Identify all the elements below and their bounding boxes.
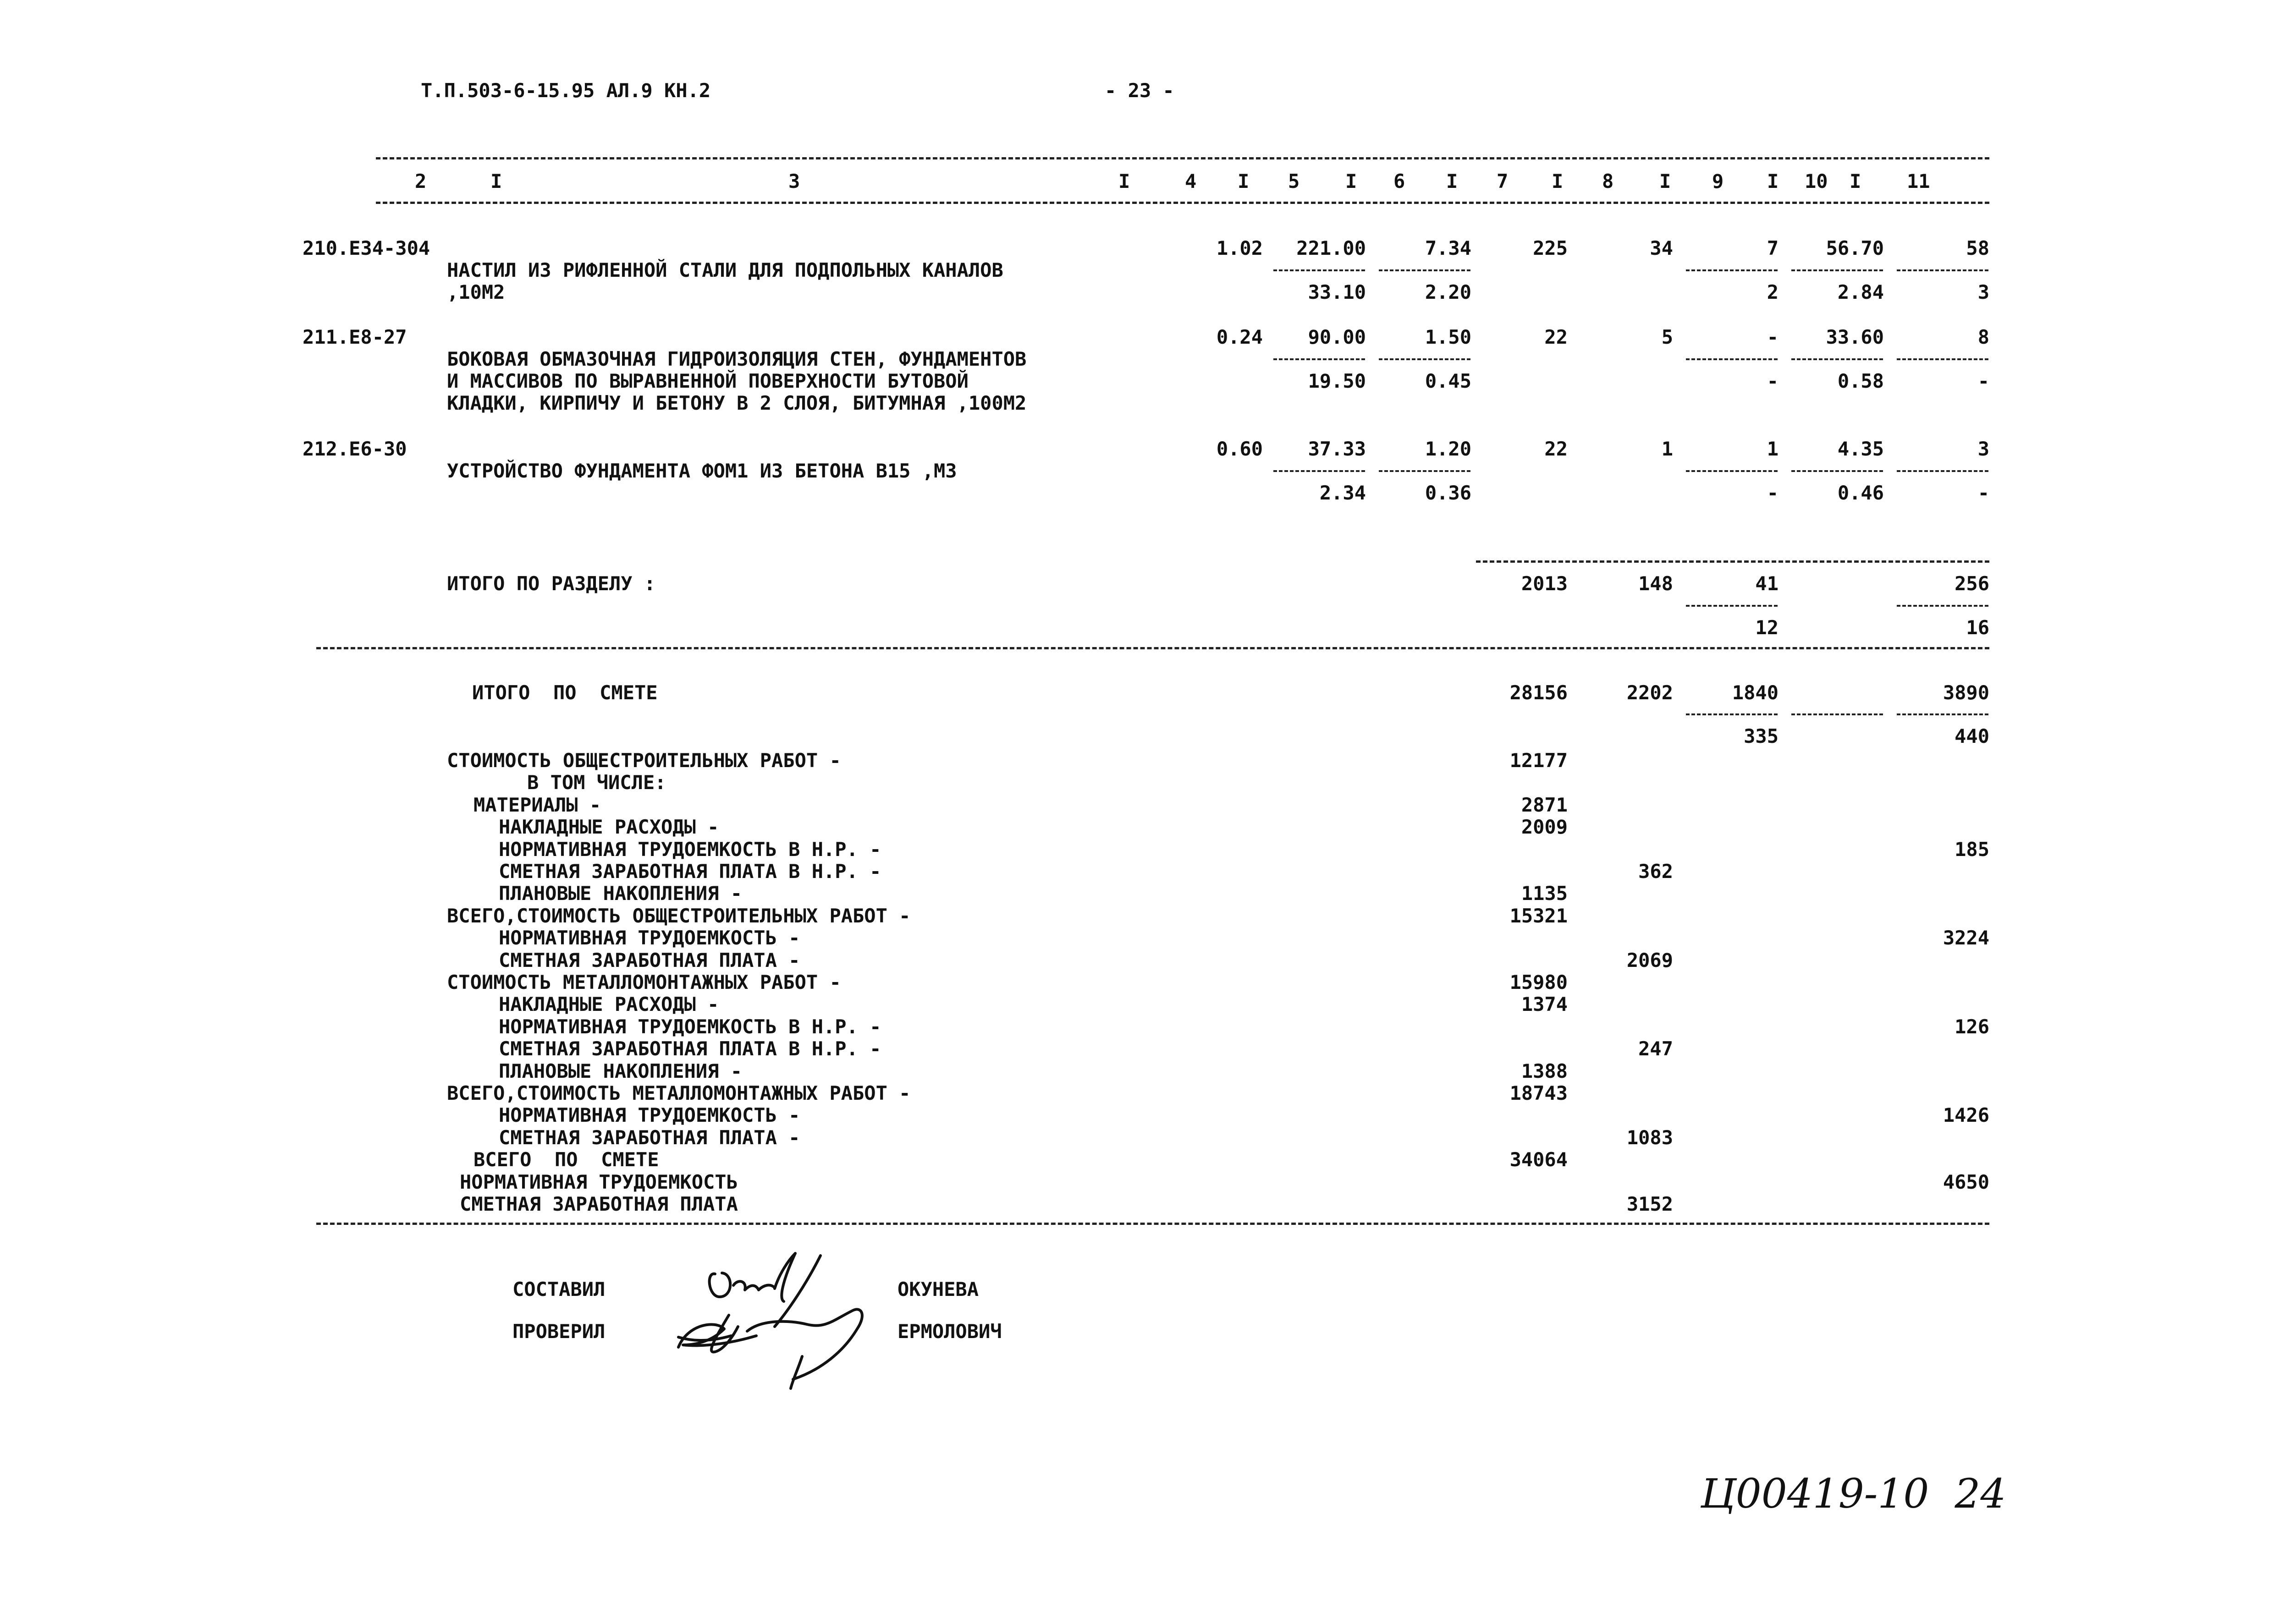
column-header-cell: 9 (1712, 170, 1724, 192)
item-c9b: 2 (1767, 281, 1778, 303)
item-c8: 5 (1661, 326, 1673, 348)
item-c7: 22 (1544, 326, 1568, 348)
estimate-total-col11-sub: 440 (1955, 725, 1989, 747)
item-code: 211.Е8-27 (303, 326, 407, 348)
item-c11b: 3 (1977, 281, 1989, 303)
item-c11b: - (1977, 482, 1989, 504)
estimate-total-col7: 28156 (1509, 681, 1568, 704)
item-description-line: БОКОВАЯ ОБМАЗОЧНАЯ ГИДРОИЗОЛЯЦИЯ СТЕН, ФУНДАМЕНТОВ (447, 348, 1027, 370)
summary-col8: 362 (1638, 860, 1673, 883)
summary-label: НОРМАТИВНАЯ ТРУДОЕМКОСТЬ В Н.Р. - (499, 1015, 881, 1038)
summary-label: СМЕТНАЯ ЗАРАБОТНАЯ ПЛАТА - (499, 949, 800, 971)
summary-col8: 2069 (1626, 949, 1673, 971)
column-header-cell: І (1446, 170, 1458, 192)
item-c10b: 0.46 (1837, 482, 1884, 504)
checked-label: ПРОВЕРИЛ (512, 1320, 606, 1343)
column-header-cell: І (1118, 170, 1130, 192)
section-total-col7: 2013 (1521, 572, 1568, 595)
summary-label: НОРМАТИВНАЯ ТРУДОЕМКОСТЬ (460, 1171, 738, 1193)
item-c6: 7.34 (1425, 237, 1471, 259)
column-header-cell: 5 (1288, 170, 1300, 192)
summary-label: СМЕТНАЯ ЗАРАБОТНАЯ ПЛАТА В Н.Р. - (499, 860, 881, 883)
summary-label: НАКЛАДНЫЕ РАСХОДЫ - (499, 816, 719, 838)
item-c10: 4.35 (1837, 438, 1884, 460)
summary-col7: 1135 (1521, 882, 1568, 905)
summary-label: ПЛАНОВЫЕ НАКОПЛЕНИЯ - (499, 882, 743, 905)
column-header-cell: 10 (1805, 170, 1828, 192)
item-description-line: КЛАДКИ, КИРПИЧУ И БЕТОНУ В 2 СЛОЯ, БИТУМНАЯ ,100М2 (447, 392, 1027, 414)
section-total-col11: 256 (1955, 572, 1989, 595)
item-c8: 34 (1650, 237, 1673, 259)
summary-label: ВСЕГО,СТОИМОСТЬ МЕТАЛЛОМОНТАЖНЫХ РАБОТ - (447, 1082, 911, 1104)
summary-label: МАТЕРИАЛЫ - (474, 794, 601, 816)
item-c6: 1.50 (1425, 326, 1471, 348)
column-header-cell: 6 (1393, 170, 1405, 192)
item-c5b: 19.50 (1308, 370, 1366, 392)
summary-col7: 12177 (1509, 749, 1568, 772)
summary-col7: 2009 (1521, 816, 1568, 838)
summary-label: ВСЕГО ПО СМЕТЕ (474, 1148, 659, 1171)
item-c9: - (1767, 326, 1778, 348)
item-c5: 221.00 (1296, 237, 1366, 259)
column-header-cell: І (1238, 170, 1250, 192)
item-c4: 0.60 (1216, 438, 1263, 460)
summary-label: НОРМАТИВНАЯ ТРУДОЕМКОСТЬ В Н.Р. - (499, 838, 881, 861)
estimate-total-label: ИТОГО ПО СМЕТЕ (472, 681, 658, 704)
section-total-col11-sub: 16 (1966, 616, 1989, 639)
section-total-col9-sub: 12 (1755, 616, 1778, 639)
item-code: 212.Е6-30 (303, 438, 407, 460)
item-c7: 22 (1544, 438, 1568, 460)
item-c4: 0.24 (1216, 326, 1263, 348)
page-number: - 23 - (1105, 79, 1174, 102)
column-header-cell: 3 (788, 170, 800, 192)
summary-label: СМЕТНАЯ ЗАРАБОТНАЯ ПЛАТА - (499, 1126, 800, 1149)
item-c10b: 2.84 (1837, 281, 1884, 303)
compiled-label: СОСТАВИЛ (512, 1278, 606, 1300)
item-c11: 58 (1966, 237, 1989, 259)
item-description-line: НАСТИЛ ИЗ РИФЛЕННОЙ СТАЛИ ДЛЯ ПОДПОЛЬНЫХ КАНАЛОВ (447, 259, 1003, 281)
document-code: Т.П.503-6-15.95 АЛ.9 КН.2 (421, 79, 711, 102)
column-header-cell: 7 (1497, 170, 1509, 192)
item-description-line: И МАССИВОВ ПО ВЫРАВНЕННОЙ ПОВЕРХНОСТИ БУТОВОЙ (447, 370, 969, 392)
estimate-total-col8: 2202 (1626, 681, 1673, 704)
section-total-label: ИТОГО ПО РАЗДЕЛУ : (447, 572, 656, 595)
item-c6b: 0.36 (1425, 482, 1471, 504)
summary-col8: 1083 (1626, 1126, 1673, 1149)
item-c10: 33.60 (1826, 326, 1884, 348)
summary-label: СТОИМОСТЬ ОБЩЕСТРОИТЕЛЬНЫХ РАБОТ - (447, 749, 841, 772)
summary-col11: 185 (1955, 838, 1989, 861)
item-c6: 1.20 (1425, 438, 1471, 460)
column-header-cell: 4 (1185, 170, 1197, 192)
summary-label: В ТОМ ЧИСЛЕ: (527, 771, 666, 794)
item-c8: 1 (1661, 438, 1673, 460)
item-c9: 1 (1767, 438, 1778, 460)
item-c5b: 2.34 (1319, 482, 1366, 504)
item-c6b: 2.20 (1425, 281, 1471, 303)
item-c10: 56.70 (1826, 237, 1884, 259)
column-header-cell: І (1767, 170, 1779, 192)
section-total-col9: 41 (1755, 572, 1778, 595)
column-header-cell: І (1552, 170, 1564, 192)
item-c7: 225 (1533, 237, 1568, 259)
summary-col11: 4650 (1943, 1171, 1989, 1193)
item-c6b: 0.45 (1425, 370, 1471, 392)
item-c5: 90.00 (1308, 326, 1366, 348)
column-header-cell: 8 (1602, 170, 1614, 192)
summary-label: СМЕТНАЯ ЗАРАБОТНАЯ ПЛАТА В Н.Р. - (499, 1037, 881, 1060)
column-header-cell: І (490, 170, 502, 192)
column-header-cell: 11 (1907, 170, 1930, 192)
summary-col7: 15980 (1509, 971, 1568, 993)
item-c10b: 0.58 (1837, 370, 1884, 392)
summary-col7: 15321 (1509, 905, 1568, 927)
item-code: 210.Е34-304 (303, 237, 430, 259)
item-c4: 1.02 (1216, 237, 1263, 259)
item-c11: 3 (1977, 438, 1989, 460)
summary-col7: 18743 (1509, 1082, 1568, 1104)
summary-col7: 1388 (1521, 1060, 1568, 1082)
column-header-cell: 2 (415, 170, 427, 192)
summary-col7: 1374 (1521, 993, 1568, 1015)
summary-label: ВСЕГО,СТОИМОСТЬ ОБЩЕСТРОИТЕЛЬНЫХ РАБОТ - (447, 905, 911, 927)
item-description-line: УСТРОЙСТВО ФУНДАМЕНТА ФОМ1 ИЗ БЕТОНА В15 ,М3 (447, 460, 957, 482)
summary-col11: 126 (1955, 1015, 1989, 1038)
item-c5b: 33.10 (1308, 281, 1366, 303)
summary-label: НОРМАТИВНАЯ ТРУДОЕМКОСТЬ - (499, 927, 800, 949)
inventory-number: Ц00419-10 24 (1701, 1470, 2006, 1517)
estimate-total-col11: 3890 (1943, 681, 1989, 704)
checked-name: ЕРМОЛОВИЧ (897, 1320, 1002, 1343)
column-header-cell: І (1345, 170, 1357, 192)
item-c11: 8 (1977, 326, 1989, 348)
item-c5: 37.33 (1308, 438, 1366, 460)
compiled-name: ОКУНЕВА (897, 1278, 979, 1300)
summary-col7: 34064 (1509, 1148, 1568, 1171)
item-c11b: - (1977, 370, 1989, 392)
summary-col8: 247 (1638, 1037, 1673, 1060)
summary-label: СМЕТНАЯ ЗАРАБОТНАЯ ПЛАТА (460, 1193, 738, 1215)
summary-label: СТОИМОСТЬ МЕТАЛЛОМОНТАЖНЫХ РАБОТ - (447, 971, 841, 993)
estimate-total-col9: 1840 (1732, 681, 1778, 704)
column-header-cell: І (1659, 170, 1671, 192)
column-header-cell: І (1850, 170, 1861, 192)
item-c9b: - (1767, 482, 1778, 504)
item-c9b: - (1767, 370, 1778, 392)
item-c9: 7 (1767, 237, 1778, 259)
summary-col7: 2871 (1521, 794, 1568, 816)
summary-col8: 3152 (1626, 1193, 1673, 1215)
summary-col11: 1426 (1943, 1104, 1989, 1126)
summary-label: НАКЛАДНЫЕ РАСХОДЫ - (499, 993, 719, 1015)
estimate-total-col9-sub: 335 (1744, 725, 1778, 747)
section-total-col8: 148 (1638, 572, 1673, 595)
summary-label: ПЛАНОВЫЕ НАКОПЛЕНИЯ - (499, 1060, 743, 1082)
item-description-line: ,10М2 (447, 281, 505, 303)
summary-col11: 3224 (1943, 927, 1989, 949)
summary-label: НОРМАТИВНАЯ ТРУДОЕМКОСТЬ - (499, 1104, 800, 1126)
